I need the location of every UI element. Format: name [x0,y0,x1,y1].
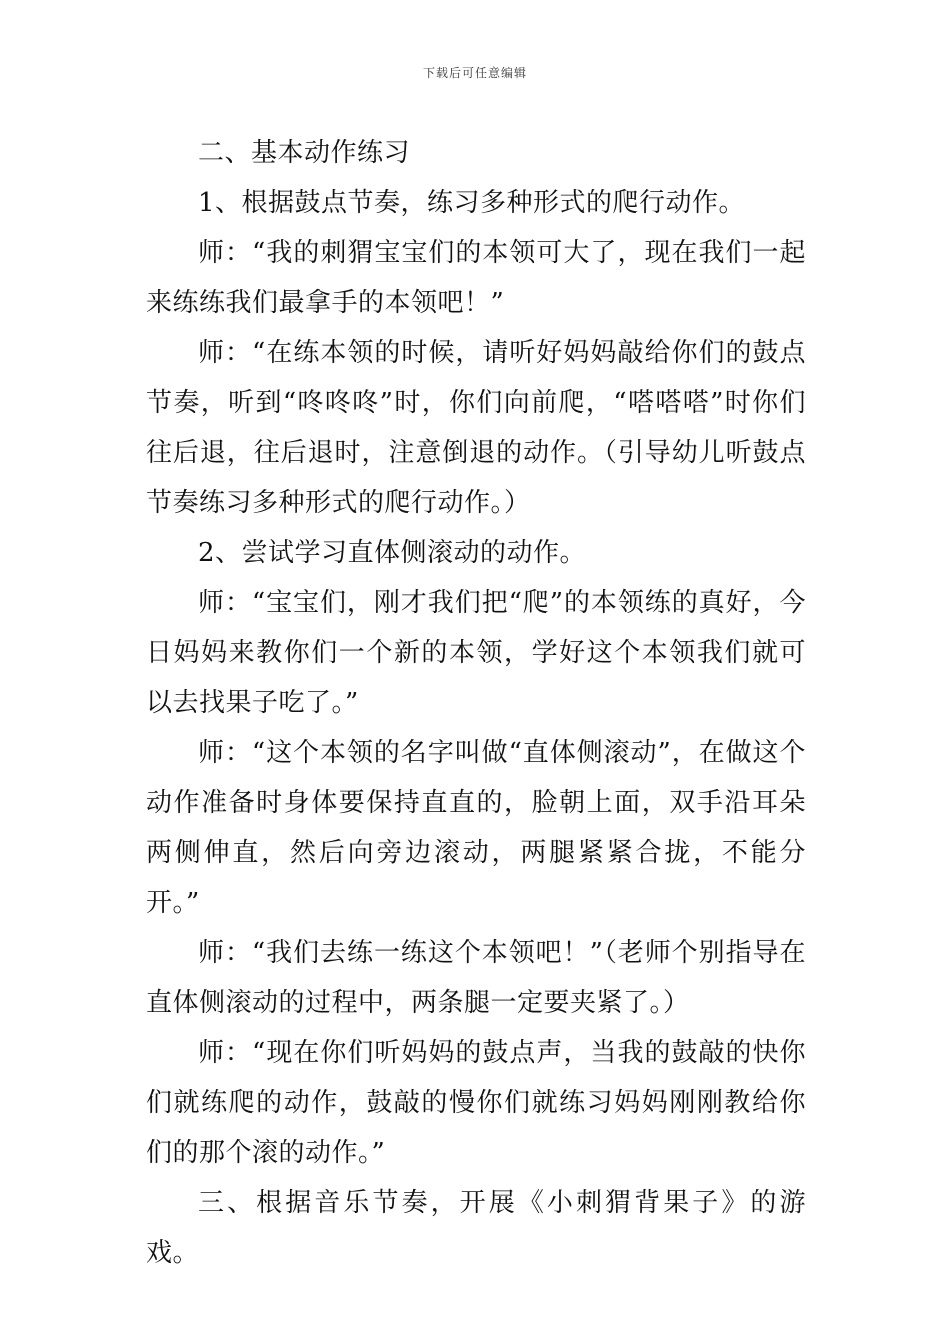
paragraph-side-roll-explanation: 师：“这个本领的名字叫做“直体侧滚动”，在做这个动作准备时身体要保持直直的，脸朝上面，双手沿耳朵两侧伸直，然后向旁边滚动，两腿紧紧合拢，不能分开。” [146,738,806,918]
paragraph-drum-rhythm: 师：“在练本领的时候，请听好妈妈敲给你们的鼓点节奏，听到“咚咚咚”时，你们向前爬，“嗒嗒嗒”时你们往后退，往后退时，注意倒退的动作。（引导幼儿听鼓点节奏练习多种形式的爬行动作。） [146,338,806,518]
section-heading-basic-movements: 二、基本动作练习 [198,138,411,168]
paragraph-side-roll-heading: 2、尝试学习直体侧滚动的动作。 [198,538,587,568]
paragraph-drum-tempo-game: 师：“现在你们听妈妈的鼓点声，当我的鼓敲的快你们就练爬的动作，鼓敲的慢你们就练习妈妈刚刚教给你们的那个滚的动作。” [146,1038,806,1168]
page-header-note: 下载后可任意编辑 [422,66,527,80]
paragraph-new-skill: 师：“宝宝们，刚才我们把“爬”的本领练的真好，今日妈妈来教你们一个新的本领，学好这个本领我们就可以去找果子吃了。” [146,588,806,718]
document-body [146,128,806,1278]
paragraph-crawling-practice: 1、根据鼓点节奏，练习多种形式的爬行动作。 [198,188,746,218]
paragraph-practice-together: 师：“我们去练一练这个本领吧！”（老师个别指导在直体侧滚动的过程中，两条腿一定要夹紧了。） [146,938,806,1018]
paragraph-teacher-intro: 师：“我的刺猬宝宝们的本领可大了，现在我们一起来练练我们最拿手的本领吧！” [146,238,806,318]
section-heading-music-game: 三、根据音乐节奏，开展《小刺猬背果子》的游戏。 [146,1188,806,1268]
